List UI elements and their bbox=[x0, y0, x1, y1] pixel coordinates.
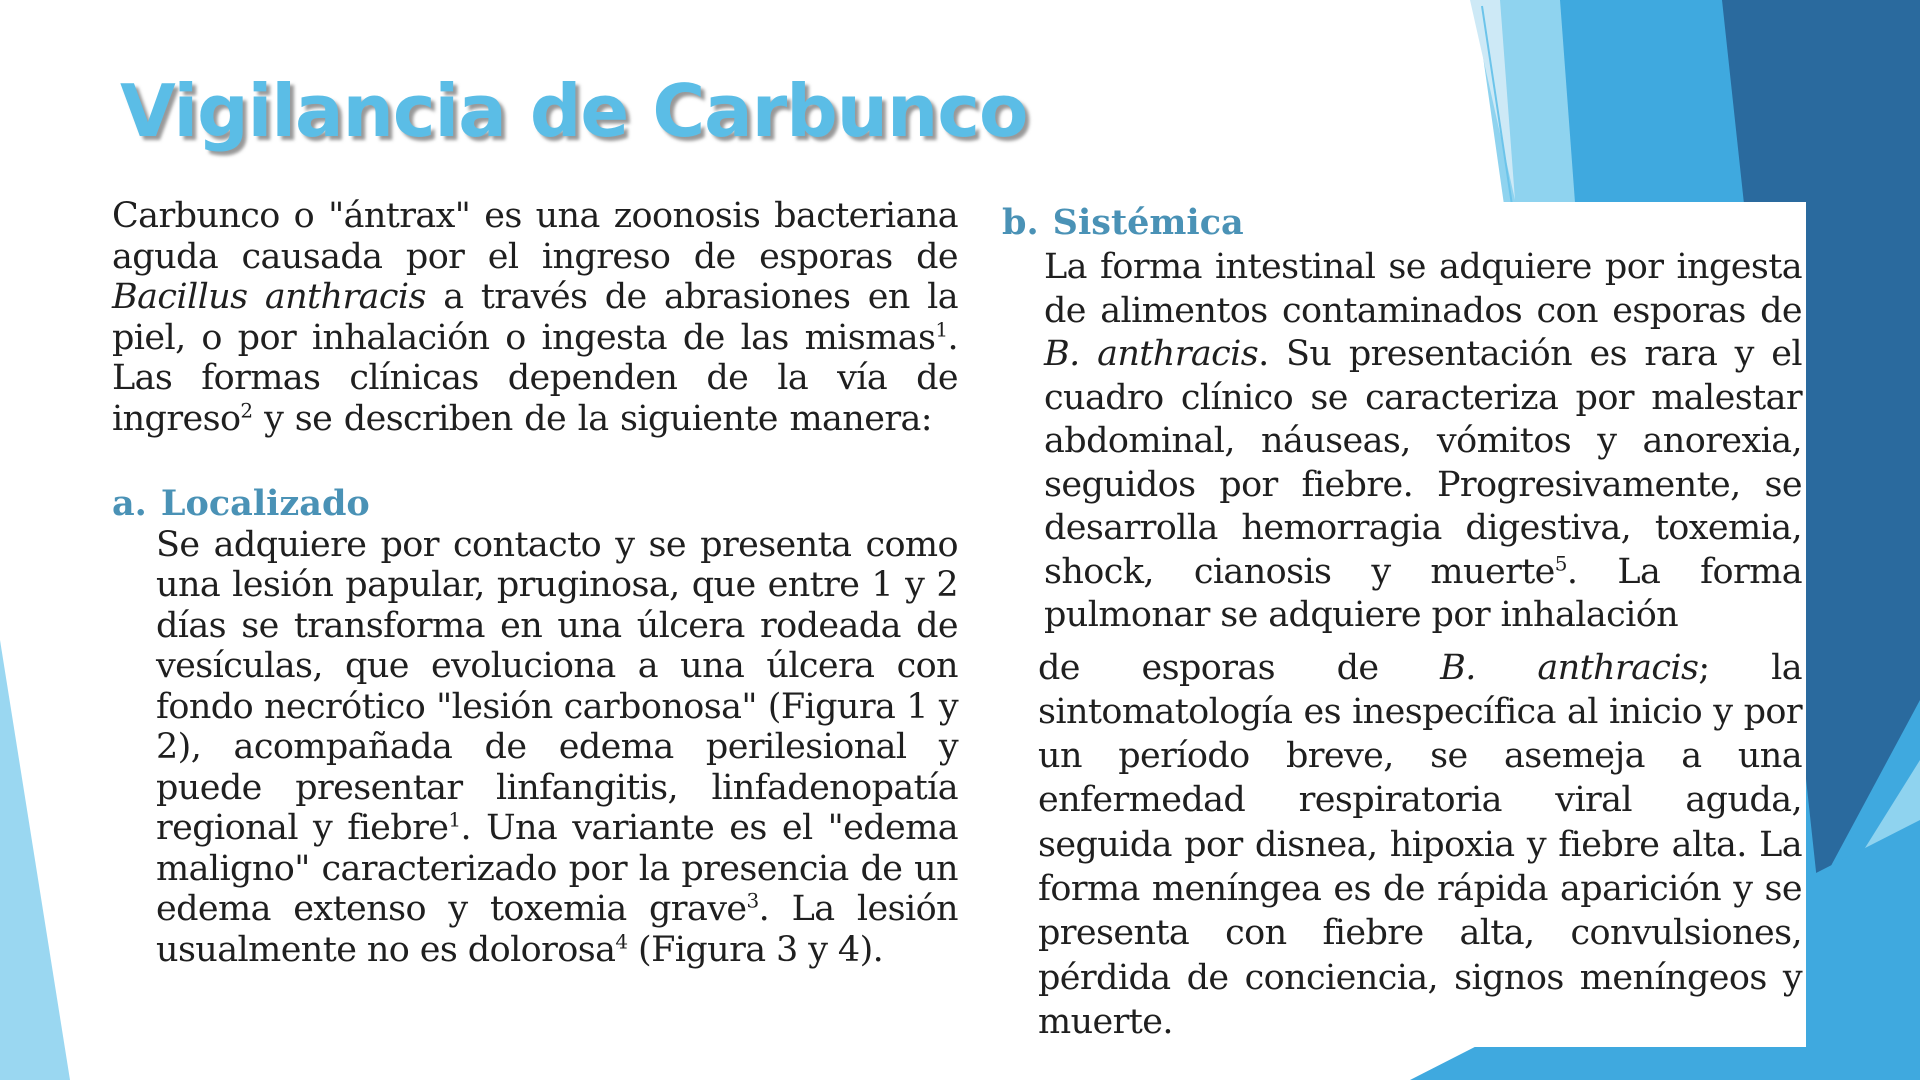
section-a-text-2: . Una variante es el "edema maligno" caracterizado por la presencia de un edema extenso y toxemia grave bbox=[156, 808, 959, 930]
section-a-ref-4: 4 bbox=[615, 928, 628, 953]
intro-text-4: y se describen de la siguiente manera: bbox=[252, 398, 932, 439]
right-column bbox=[1002, 202, 1802, 1044]
left-column bbox=[112, 196, 958, 970]
section-a-text-1: Se adquiere por contacto y se presenta como una lesión papular, pruginosa, que entre 1 y 2 días se transforma en una úlcera rodeada de vesículas, que evoluciona a una úlcera con fondo necrótico "lesión carbonosa" (Figura 1 y 2), acompañada de edema perilesional y puede presentar linfangitis, linfadenopatía regional y fiebre bbox=[156, 524, 958, 849]
section-b-p1-text-3: . La forma pulmonar se adquiere por inhalación bbox=[1044, 551, 1802, 635]
section-a-title: Localizado bbox=[160, 482, 370, 524]
section-b-heading bbox=[1002, 202, 1802, 244]
intro-paragraph bbox=[112, 196, 958, 440]
section-b-p2-text-2: ; la sintomatología es inespecífica al inicio y por un período breve, se asemeja a una enfermedad respiratoria viral aguda, seguida por disnea, hipoxia y fiebre alta. La forma meníngea es de rápida aparición y se presenta con fiebre alta, convulsiones, pérdida de conciencia, signos meníngeos y muerte. bbox=[1038, 647, 1802, 1042]
section-b-p2-text-1: de esporas de bbox=[1038, 647, 1441, 688]
section-b-paragraph-2 bbox=[1038, 646, 1802, 1045]
intro-text-2: a través de abrasiones en la piel, o por inhalación o ingesta de las mismas bbox=[112, 277, 959, 358]
section-a-letter: a. bbox=[112, 482, 147, 524]
deco-left-shard bbox=[0, 640, 70, 1080]
section-a-text-3: . La lesión usualmente no es dolorosa bbox=[156, 889, 958, 970]
section-b-p2-species: B. anthracis bbox=[1440, 647, 1699, 688]
section-b-letter: b. bbox=[1002, 202, 1039, 243]
section-b-p1-ref-5: 5 bbox=[1554, 550, 1567, 575]
section-b-title: Sistémica bbox=[1052, 202, 1244, 243]
section-a-ref-3: 3 bbox=[746, 888, 759, 913]
slide-title: Vigilancia de Carbunco bbox=[120, 69, 1028, 153]
section-b-paragraph-1 bbox=[1044, 246, 1802, 638]
intro-species: Bacillus anthracis bbox=[112, 277, 426, 318]
intro-ref-1: 1 bbox=[935, 317, 948, 342]
section-b-p1-species: B. anthracis bbox=[1044, 334, 1259, 374]
section-a-heading bbox=[112, 483, 958, 525]
section-b-p1-text-1: La forma intestinal se adquiere por ingesta de alimentos contaminados con esporas de bbox=[1044, 247, 1802, 331]
section-a-text-4: (Figura 3 y 4). bbox=[627, 929, 884, 970]
intro-text-3: . Las formas clínicas dependen de la vía de ingreso bbox=[112, 317, 958, 439]
section-a-paragraph bbox=[156, 525, 958, 971]
intro-text-1: Carbunco o "ántrax" es una zoonosis bacteriana aguda causada por el ingreso de esporas de bbox=[112, 196, 958, 277]
section-a-ref-1: 1 bbox=[448, 807, 461, 832]
intro-ref-2: 2 bbox=[240, 398, 253, 423]
section-b-p1-text-2: . Su presentación es rara y el cuadro clínico se caracteriza por malestar abdominal, náuseas, vómitos y anorexia, seguidos por fiebre. Progresivamente, se desarrolla hemorragia digestiva, toxemia, shock, cianosis y muerte bbox=[1044, 334, 1802, 592]
